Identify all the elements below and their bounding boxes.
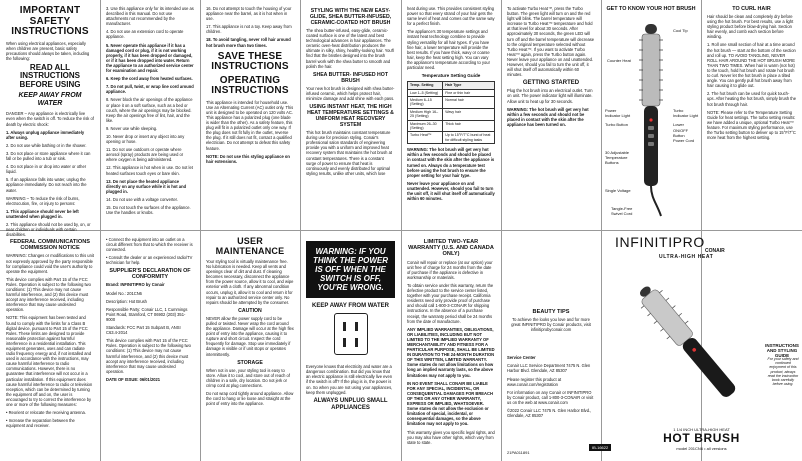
warning-item: 1. This appliance should never be left unattended when plugged in. [6,208,79,219]
turbo-text: To activate Turbo Heat™, press the Turbo button. The green light will turn on and the red light will blink. The barrel temperature will increase to Turbo Heat™ temperature and hold at that level for about 30 seconds. After approximately 30 seconds, the green LED will turn off and the barrel temperature will decrease to the original temperature selected without Turbo Heat™. If you want to activate Turbo Heat™ again, press the Turbo button again. Never leave your appliance on and unattended. However, should you fail to turn the unit off, it will shut itself off automatically within 60 minutes. [507,6,595,78]
fcc-text: NOTE: This equipment has been tested and found to comply with the limits for a Class B digital device, pursuant to Part 15 of the FCC Rules. These limits are designed to provide reasonable protection against harmful interference in a residential installation. This equipment generates, uses and can radiate radio frequency energy and, if not installed and used in accordance with the instructions, may cause harmful interference to radio communications. However, there is no guarantee that interference will not occur in a particular installation. If this equipment does cause harmful interference to radio or television reception, which can be determined by turning the equipment off and on, the user is encouraged to try to correct the interference by one or more of the following measures: [6,315,93,408]
danger-item: 3. Do not place or store appliance where it can fall or be pulled into a tub or sink. [6,150,91,162]
safety-item: 3. Use this appliance only for its intended use as described in this manual. Do not use attachments not recommended by the manufacturer. [106,6,194,27]
safety-column-continued [100,0,200,230]
sdoc-model: Model No.: 201CN6 [106,290,142,296]
storage-text: When not in use, your styling tool is easy to store. Allow it to cool, and store out of reach of children in a safe, dry location. Do not jerk or crimp cord at plug connections. [206,367,290,388]
operating-text: This appliance is intended for household use. Use an Alternating Current (AC) outlet only. This unit is designed to be operated on 120 volts AC. This appliance has a polarized plug (one blade is wider than the other). As a safety feature, this plug will fit in a polarized outlet only one way. If the plug does not fit fully in the outlet, reverse the plug. If it still does not fit, contact a qualified electrician. Do not attempt to defeat this safety feature. [206,99,294,151]
danger-item: 2. Do not use while bathing or in the shower. [6,142,87,148]
diagram-column [601,0,701,230]
fcc-bullet: • Consult the dealer or an experienced radio/TV technician for help. [106,255,193,266]
cover-title: HOT BRUSH [663,431,740,445]
storage-text: Do not wrap cord tightly around appliance. Allow the cord to hang or lie loose and straight at the point of entry into the appliance. [206,390,294,407]
shea-text: Your new hot brush is designed with shea butter-infused ceramic, which helps protect hair, minimize damage and add shine with each pass. [306,85,395,101]
table-row: Medium High 16–25 (Setting) Wavy hair [408,108,495,120]
service-title: Service Center [507,355,536,361]
maintenance-column [200,231,300,461]
cover-instructions-title: INSTRUCTIONS AND STYLING GUIDE [765,343,799,358]
onoff-button-shape [648,134,654,138]
table-row: Maximum 26–30 (Setting) Thick hair [408,120,495,132]
keep-away-water-label: KEEP AWAY FROM WATER [312,303,389,309]
temperature-column [401,0,501,230]
beauty-tips-text: To achieve the looks you love and for more great INFINITIPRO by Conair products, visit infinitiprobyconair.com [511,317,591,333]
barrel-shape [642,34,660,106]
warranty-title: LIMITED TWO-YEAR WARRANTY (U.S. AND CANADA ONLY) [408,239,494,258]
label-turbo-indicator: Turbo Indicator Light [673,108,699,118]
table-row: Medium 6–15 (Setting) Normal hair [408,97,495,109]
turbo-button-shape [648,126,654,130]
safety-item: 15. Do not touch the surfaces of the appliance. Use the handles or knobs. [106,205,191,216]
sdoc-date: DATE OF ISSUE: 06/01/2021 [106,376,161,382]
getting-started-warning: WARNING: The hot brush will get very hot within a few seconds and should not be placed in contact with the skin after the appliance has been turned on. [507,106,589,127]
safety-item: 13. Do not place the heated appliance directly on any surface while it is hot and plugged in. [106,178,187,194]
safety-item: 8. Never block the air openings of the appliance or place it on a soft surface, such as a bed or couch, where the air openings may be blocked. Keep the air openings free of lint, hair, and the like. [106,97,193,123]
hot-brush-image [651,271,731,421]
safety-title: IMPORTANT SAFETY INSTRUCTIONS [11,5,89,37]
caution-text: NEVER allow the power supply cord to be pulled or twisted. Never wrap the cord around the appliance. Damage will occur at the high flex point of entry into the appliance, causing it to rupture and short circuit. Inspect the cord frequently for damage. Stop use immediately if damage is visible or if unit stops or operates intermittently. [206,315,294,357]
fcc-bullet: • Connect the equipment into an outlet on a circuit different from that to which the receiver is connected. [106,237,193,253]
fcc-bullet: • Increase the separation between the equipment and receiver. [6,418,75,429]
storage-title: STORAGE [237,359,263,366]
cord-shape [651,186,661,216]
sdoc-title: SUPPLIER'S DECLARATION OF CONFORMITY [109,268,191,281]
fcc-bullet: • Reorient or relocate the receiving antenna. [6,410,86,416]
curl-step: 1. Roll one small section of hair at a time around the hot brush — start at the bottom of the section and roll up. TO AVOID TANGLING, NEVER ROLL HAIR AROUND THE HOT BRUSH MORE THAN TWO TIMES. When hair is warm (not hot) to the touch, hold hot brush and rotate hot brush to curl. Never let the hot brush in place a tilted angle. You can gently pull hot brush away from hair causing it to glide out. [707,42,796,89]
warning-text: WARNING: The hot brush will get very hot within a few seconds and should be placed in contact with the skin after the appliance is turned on. Always do a temperature test before using the hot brush to ensure the proper setting for your hair type. [407,147,495,178]
safety-item: 9. Never use while sleeping. [106,125,158,131]
fcc-text: WARNING: Changes or modifications to this unit not expressly approved by the party responsible for compliance could void the user's authority to operate the equipment. [6,253,94,274]
cover-text: For your safety and continued enjoyment of this product, always read the instruction book carefully before using. [767,357,799,387]
caution-title: CAUTION [238,307,262,314]
outlet-icon [334,313,368,355]
cover-panel [592,231,802,461]
cover-small: 1 1/4 INCH ULTRA-HIGH HEAT [673,427,730,432]
safety-item: 11. Do not use outdoors or operate where aerosol (spray) products are being used or where oxygen is being administered. [106,147,184,163]
curl-step: 2. The hot brush can be used for quick touch-ups. After heating the hot brush, simply brush the hot brush through hair. [707,91,796,107]
warning-text: WARNING – To reduce the risk of burns, electrocution, fire, or injury to persons: [6,195,80,206]
styling-title: STYLING WITH THE NEW EASY-GLIDE, SHEA BUTTER-INFUSED, CERAMIC-COATED HOT BRUSH [309,8,392,26]
diagram-title: GET TO KNOW YOUR HOT BRUSH [606,6,696,12]
label-temp-buttons: 30 Adjustable Temperature Buttons [605,150,630,165]
user-maintenance-text: Your styling tool is virtually maintenance free. No lubrication is needed. Keep all vents and openings clear of dirt and dust. If cleaning becomes necessary, disconnect the appliance from the power source, allow it to cool, and wipe exterior with a cloth. If any abnormal condition occurs, unplug it, allow it to cool and return it for repair to an authorized service center only. No repairs should be attempted by the consumer. [206,259,294,305]
table-row: Turbo Heat™ Up to 15°F/7°C burst of heat for difficult styling tasks [408,132,495,144]
safety-item: 5. Never operate this appliance if it has a damaged cord or plug, if it is not working properly, if it has been dropped or damaged, or if it has been dropped into water. Return the appliance to an authorized service center for examination and repair. [106,42,194,74]
warranty-text: IN NO EVENT SHALL CONAIR BE LIABLE FOR ANY SPECIAL, INCIDENTAL, OR CONSEQUENTIAL DAMAGES FOR BREACH OF THIS OR ANY OTHER WARRANTY, EXPRESS OR IMPLIED, WHATSOEVER. Some states do not allow the exclusion or limitation of special, incidental, or consequential damages, so the above limitation may not apply to you. [407,380,493,427]
temperature-table [407,81,495,144]
safety-item: 6. Keep the cord away from heated surfaces. [106,76,193,82]
label-tangle-free: Tangle-Free Swivel Cord [611,206,633,216]
safety-intro: When using electrical appliances, especially when children are present, basic safety precautions should always be taken, including the following: [6,40,90,61]
label-turbo-button: Turbo Button [605,122,628,127]
danger-item: 4. Do not place in or drop into water or other liquid. [6,164,87,175]
label-lower: Lower [673,122,684,127]
curl-text: Hair should be clean and completely dry before using the hot brush. For best results, use a light styling product before blow-drying hair. Section hair evenly, and comb each section before winding. [707,14,794,40]
never-text: Never leave your appliance on and unattended. However, should you fail to turn the unit off, it will shut itself off automatically within 60 minutes. [407,180,495,202]
getting-started-text: Plug the hot brush into an electrical outlet. Turn on unit. The power indicator light will illuminate. Allow unit to heat up for 30 seconds. [507,88,593,104]
table-title: Temperature Setting Guide [421,73,481,79]
safety-item: 10. Never drop or insert any object into any opening or hose. [106,133,185,145]
styling-text: The shea butter-infused, easy-glide, ceramic-coated surface is one of the latest and best technological advances in hair appliances. The ceramic oven-heat distribution produces the ultimate in silky, shiny, healthy-looking hair. You'll find that the bristles designed into the brush barrel work with the shea butter to smooth and polish the hair. [306,28,395,69]
save-title: SAVE THESE INSTRUCTIONS [211,50,289,73]
danger-item: 5. If an appliance falls into water, unplug the appliance immediately. Do not reach into the water. [6,177,87,193]
warning-box: WARNING: IF YOU THINK THE POWER IS OFF WHEN THE SWITCH IS OFF, YOU'RE WRONG. [306,241,395,298]
cool-tip-shape [645,24,657,34]
temp-text: This hot brush maintains constant temperature during use for precision styling. Conair's professional salon standards of engineering provide you with a uniform and improved heat recovery system that maintains the hot brush at constant temperatures. There is a constant surge of power to ensure that heat is continuously and evenly distributed for optimal styling results, unlike other units, which lose [306,130,393,176]
everyone-text: Everyone knows that electricity and water are a dangerous combination. But did you know that an electric appliance is still electrically live even if the switch is off? If the plug is in, the power is on. So when you are not using your appliances, keep them unplugged. [306,364,393,395]
fcc-text: This device complies with Part 15 of the FCC Rules. Operation is subject to the following two conditions: (1) This device may not cause harmful interference, and (2) this device must accept any interference received, including interference that may cause undesired operation. [6,276,91,313]
curl-note: NOTE: Please refer to the Temperature Setting Guide for heat settings. The turbo setting results: we have added a unique, optional Turbo Heat™ feature. For maximum styling performance, use the Turbo setting button to deliver up to 15°F/7°C more heat from the highest setting. [707,109,796,141]
sdoc-standards: Standards: FCC Part 15 Subpart B, ANSI C63.4-2014 [106,325,181,336]
read-title: READ ALL INSTRUCTIONS BEFORE USING [19,62,81,89]
safety-item: 18. To avoid tangling, never roll hair around hot brush more than two times. [206,37,291,48]
turbo-column [501,0,601,230]
sdoc-column [100,231,200,461]
info-text: For information on any Conair or INFINITIPRO by Conair product, call 1-800-3-CONAIR or visit us on the web at www.conair.com [507,389,594,405]
styling-column [300,0,401,230]
service-text: Conair LLC Service Department 7475 N. Glen Harbor Blvd. Glendale, AZ 85307 [507,363,591,374]
safety-column [0,0,100,238]
always-unplug: ALWAYS UNPLUG SMALL APPLIANCES [313,397,388,411]
curl-column [701,0,802,230]
table-row: Low 1–5 (Setting) Fine or thin hair [408,89,495,96]
keep-away-water: KEEP AWAY FROM WATER [18,92,82,108]
sdoc-brand: Brand: INFINITIPRO by Conair [106,282,165,288]
operating-note: NOTE: Do not use this styling appliance on hair extensions. [206,153,290,164]
safety-item: 14. Do not use with a voltage converter. [106,196,178,202]
table-row: Temp. Setting Hair Type [408,82,495,89]
brand-sub: CONAIR [705,248,725,254]
copyright-text: ©2022 Conair LLC 7475 N. Glen Harbor Blvd., Glendale, AZ 85307 [507,408,592,419]
safety-item: 16. Do not attempt to touch the housing of your appliance near the barrel, as it is hot when in use. [206,6,292,22]
label-on-off: ON/OFF Button [673,128,689,138]
brand-tag: ULTRA-HIGH HEAT [659,254,714,260]
warning-item: 2. This appliance should not be used by, on, or near children or individuals with certain disabilities. [6,221,91,238]
safety-item: 12. This appliance is hot when in use. Do not let heated surfaces touch eyes or bare skin. [106,165,193,176]
label-counter-heat: Counter Heat [607,58,631,63]
heat-text: heat during use. This provides consistent styling power so that every strand of your hair gets the same level of heat and comes out the same way for a perfect finish. [407,6,495,27]
danger-item: 1. Always unplug appliance immediately after using. [6,129,85,140]
getting-started-title: GETTING STARTED [522,80,580,87]
hot-brush-diagram [631,20,671,220]
settings-text: The appliance's 30 temperature settings and instant heat technology combine to provide styling versatility for all hair types. If you have fine hair, a lower temperature will provide the best results. If you have thick, wavy or coarse hair, keep the heat setting high. You can vary the appliance's temperature according to your particular need. [407,29,490,71]
warranty-text: To obtain service under this warranty, return the defective product to the service center listed, together with your purchase receipt. California residents need only provide proof of purchase and should call 1-800-3-CONAIR for shipping instructions. In the absence of a purchase receipt, the warranty period shall be 24 months from the date of manufacture. [407,282,494,324]
warranty-column [401,231,501,461]
safety-item: 17. This appliance is not a toy. Keep away from children. [206,24,292,35]
label-power-indicator: Power Indicator Light [605,108,631,118]
shea-title: SHEA BUTTER- INFUSED HOT BRUSH [312,71,389,84]
sdoc-desc: Description: Hot Brush [106,298,147,304]
cover-model: model 201CN6 • all versions [676,446,727,451]
temp-title: USING INSTANT HEAT, THE HIGH HEAT TEMPERATURE SETTINGS & UNIFORM HEAT RECOVERY SYSTEM [307,104,394,129]
fcc-title: FEDERAL COMMUNICATIONS COMMISSION NOTICE [10,239,90,252]
power-light-shape [649,118,652,121]
warranty-text: This warranty gives you specific legal rights, and you may also have other rights, which vary from state to state. [407,429,495,445]
code-left: 21PA011891 [507,449,530,455]
register-text: Please register this product at www.conair.com/registration [507,376,562,387]
curl-title: TO CURL HAIR [732,6,771,12]
warranty-text: Conair will repair or replace (at our option) your unit free of charge for 24 months from the date of purchase if the appliance is defective in workmanship or materials. [407,259,493,280]
beauty-tips-title: BEAUTY TIPS [532,309,570,315]
safety-item: 7. Do not pull, twist, or wrap line cord around appliance. [106,84,194,95]
operating-title: OPERATING INSTRUCTIONS [211,74,289,97]
service-column [501,231,601,461]
warning-column [300,231,401,461]
operating-column [200,0,300,230]
safety-item: 4. Do not use an extension cord to operate appliance. [106,29,184,40]
brand-name: INFINITIPRO [615,234,705,250]
label-voltage: Single Voltage [605,188,631,193]
label-cool-tip: Cool Tip [673,28,688,33]
sdoc-party: Responsible Party: Conair LLC, 1 Cummings Point Road, Stamford, CT 06902 (203) 351-9000 [106,306,188,322]
sdoc-text: This device complies with Part 15 of the FCC Rules. Operation is subject to the following two conditions: (1) This device may not cause harmful interference, and (2) this device must accept any interference received, including interference that may cause undesired operation. [106,338,191,374]
temp-button-shape [648,142,654,146]
fcc-column [0,231,100,461]
danger-text: DANGER – Any appliance is electrically live even when the switch is off. To reduce the risk of death by electric shock: [6,111,94,127]
user-maintenance-title: USER MAINTENANCE [215,236,285,256]
code-right: IB-16622 [589,444,611,451]
warranty-text: ANY IMPLIED WARRANTIES, OBLIGATIONS, OR LIABILITIES, INCLUDING BUT NOT LIMITED TO THE IMPLIED WARRANTY OF MERCHANTABILITY AND FITNESS FOR A PARTICULAR PURPOSE, SHALL BE LIMITED IN DURATION TO THE 24-MONTH DURATION OF THIS WRITTEN, LIMITED WARRANTY. Some states do not allow limitations on how long an implied warranty lasts, so the above limitations may not apply to you. [407,326,495,378]
label-power-cord: Power Cord [673,138,695,143]
